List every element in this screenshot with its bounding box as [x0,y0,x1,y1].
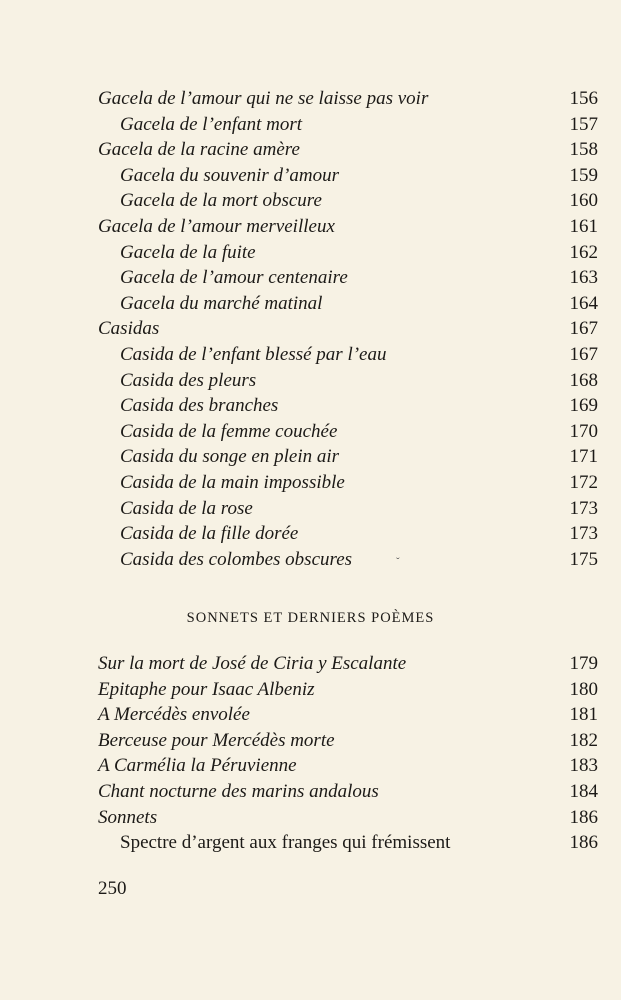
toc-entry-title: Gacela de l’enfant mort [120,113,303,135]
toc-entry-page: 182 [569,729,598,751]
toc-entry-title: Gacela de l’amour centenaire [120,267,348,289]
toc-entry-title: Spectre d’argent aux franges qui frémissent [120,832,451,854]
toc-entry [98,291,598,317]
toc-entry-page: 162 [569,241,598,263]
toc-entry [98,805,598,831]
toc-entry [98,112,598,138]
toc-entry-page: 164 [569,292,598,314]
toc-entry-page: 170 [569,420,598,442]
toc-entry [98,521,598,547]
toc-entry [98,86,598,112]
toc-entry [98,419,598,445]
toc-list-sonnets [98,651,598,856]
toc-entry [98,547,598,573]
toc-entry [98,188,598,214]
toc-entry-page: 180 [569,678,598,700]
toc-entry [98,728,598,754]
toc-entry-title: Casida du songe en plein air [120,446,340,468]
section-heading: SONNETS ET DERNIERS POÈMES [186,610,435,626]
toc-list-gacelas-casidas [98,86,598,572]
toc-entry-page: 184 [569,780,598,802]
toc-entry-page: 159 [569,164,598,186]
toc-entry-title: Chant nocturne des marins andalous [98,780,379,802]
toc-entry-page: 179 [569,653,598,674]
toc-entry [98,240,598,266]
toc-entry-page: 171 [569,446,598,468]
toc-entry [98,444,598,470]
toc-entry-page: 167 [569,318,598,340]
toc-entry-page: 181 [569,704,598,726]
toc-entry [98,677,598,703]
toc-entry-title: Gacela du marché matinal [120,292,323,314]
toc-entry-title: Casida de la rose [120,497,253,519]
toc-entry-page: 183 [569,755,598,777]
toc-entry-page: 172 [569,471,598,493]
page-number: 250 [98,878,127,899]
toc-entry-title: A Mercédès envolée [98,704,250,726]
toc-entry-title: Gacela de la fuite [120,241,256,263]
toc-entry [98,137,598,163]
toc-entry [98,316,598,342]
toc-entry-title: A Carmélia la Péruvienne [98,755,297,777]
toc-entry-title: Casida des branches [120,395,279,417]
toc-entry-title: Sonnets [98,806,158,828]
toc-entry-page: 173 [569,497,598,519]
toc-entry-title: Epitaphe pour Isaac Albeniz [98,678,315,700]
stray-mark: ˇ [396,556,400,568]
toc-entry-title: Casidas [98,318,160,340]
toc-entry-title: Casida des pleurs [120,369,257,391]
toc-entry-page: 168 [569,369,598,391]
toc-entry-page: 175 [569,548,598,570]
toc-entry [98,265,598,291]
toc-entry-title: Berceuse pour Mercédès morte [98,729,335,751]
toc-entry-page: 160 [569,190,598,212]
toc-entry-title: Sur la mort de José de Ciria y Escalante [98,653,407,674]
toc-entry [98,702,598,728]
toc-entry [98,470,598,496]
toc-entry-title: Gacela du souvenir d’amour [120,164,339,186]
toc-entry-title: Casida de la femme couchée [120,420,338,442]
toc-entry [98,342,598,368]
toc-entry-page: 173 [569,523,598,545]
toc-entry-page: 169 [569,395,598,417]
toc-entry [98,393,598,419]
toc-entry-page: 186 [569,806,598,828]
toc-entry-page: 157 [569,113,598,135]
toc-entry [98,779,598,805]
toc-entry-title: Gacela de l’amour qui ne se laisse pas voir [98,88,429,109]
toc-entry-page: 156 [569,88,598,109]
toc-entry-title: Gacela de l’amour merveilleux [98,215,335,237]
toc-entry-page: 167 [569,343,598,365]
toc-entry-title: Casida de la fille dorée [120,523,299,545]
toc-entry [98,753,598,779]
toc-entry [98,830,598,856]
toc-entry [98,368,598,394]
toc-entry-title: Casida de l’enfant blessé par l’eau [120,343,387,365]
toc-entry [98,214,598,240]
toc-entry-title: Casida de la main impossible [120,471,345,493]
toc-entry-title: Gacela de la mort obscure [120,190,322,212]
toc-entry-page: 158 [569,139,598,161]
toc-entry-title: Casida des colombes obscures [120,548,353,570]
toc-entry-title: Gacela de la racine amère [98,139,300,161]
toc-entry [98,163,598,189]
toc-entry [98,496,598,522]
toc-entry-page: 161 [569,215,598,237]
toc-entry-page: 163 [569,267,598,289]
toc-entry-page: 186 [569,832,598,854]
toc-entry [98,651,598,677]
